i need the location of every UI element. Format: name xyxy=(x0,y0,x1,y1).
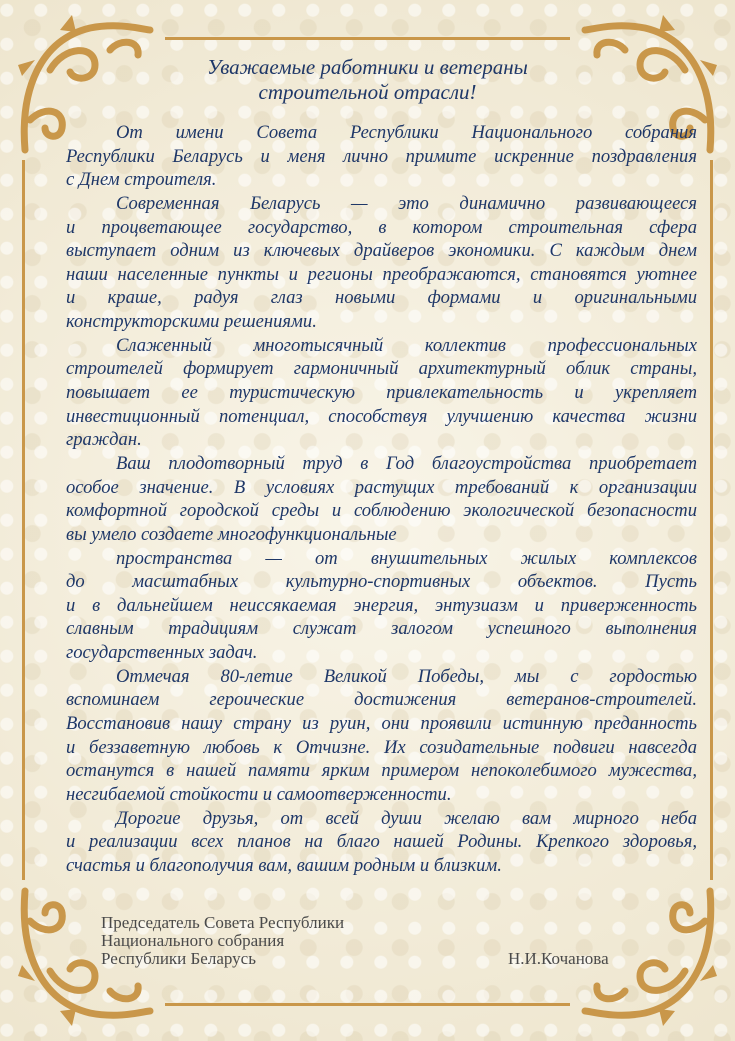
paragraph-line: Слаженный многотысячный коллектив профессиональных xyxy=(116,334,697,356)
paragraph-line: повышает ее туристическую привлекательность и укрепляет xyxy=(66,382,697,404)
letter-title xyxy=(0,55,735,105)
paragraph-line: Ваш плодотворный труд в Год благоустройства приобретает xyxy=(116,452,697,474)
paragraph-line: вы умело создаете многофункциональные xyxy=(66,523,397,545)
paragraph-line: Республики Беларусь и меня лично примите искренние поздравления xyxy=(66,145,697,167)
signature-line: Республики Беларусь xyxy=(101,949,256,968)
paragraph-line: особое значение. В условиях растущих требований к организации xyxy=(66,476,697,498)
paragraph xyxy=(66,547,697,665)
paragraph-line: и процветающее государство, в котором строительная сфера xyxy=(66,216,697,238)
paragraph-line: несгибаемой стойкости и самоотверженности. xyxy=(66,783,452,805)
paragraph-line: вспоминаем героические достижения ветеранов-строителей. xyxy=(66,689,697,711)
signature-line: Национального собрания xyxy=(101,931,285,950)
paragraph xyxy=(66,192,697,334)
frame-top-line xyxy=(165,37,570,40)
paragraph-line: до масштабных культурно-спортивных объектов. Пусть xyxy=(66,571,697,593)
signatory-name: Н.И.Кочанова xyxy=(508,949,609,968)
frame-right-line xyxy=(710,160,713,880)
paragraph-line: пространства — от внушительных жилых комплексов xyxy=(116,547,697,569)
paragraph-line: строителей формирует гармоничный архитектурный облик страны, xyxy=(66,358,697,380)
paragraph-line: Дорогие друзья, от всей души желаю вам мирного неба xyxy=(116,807,697,829)
paragraph-line: и реализации всех планов на благо нашей Родины. Крепкого здоровья, xyxy=(66,831,697,853)
paragraph xyxy=(66,334,697,452)
paragraph xyxy=(66,665,697,807)
paragraph-line: граждан. xyxy=(66,429,142,451)
paragraph-line: с Днем строителя. xyxy=(66,169,217,191)
paragraph-line: и беззаветную любовь к Отчизне. Их созидательные подвиги навсегда xyxy=(66,736,697,758)
paragraph-line: конструкторскими решениями. xyxy=(66,311,317,333)
paragraph-line: и краше, радуя глаз новыми формами и оригинальными xyxy=(66,287,697,309)
paragraph-line: комфортной городской среды и соблюдению экологической безопасности xyxy=(66,500,697,522)
frame-bottom-line xyxy=(165,1003,570,1006)
paragraph-line: Восстановив нашу страну из руин, они проявили истинную преданность xyxy=(66,713,697,735)
paragraph-line: счастья и благополучия вам, вашим родным и близким. xyxy=(66,854,502,876)
paragraph xyxy=(66,121,697,192)
paragraph xyxy=(66,807,697,878)
paragraph-line: От имени Совета Республики Национального собрания xyxy=(116,122,697,143)
title-line: Уважаемые работники и ветераны xyxy=(207,55,528,79)
letter-body xyxy=(66,121,697,878)
paragraph-line: инвестиционный потенциал, способствуя улучшению качества жизни xyxy=(66,405,697,427)
paragraph-line: Отмечая 80-летие Великой Победы, мы с гордостью xyxy=(116,665,697,687)
frame-left-line xyxy=(22,160,25,880)
signature-line: Председатель Совета Республики xyxy=(101,913,345,932)
paragraph-line: славным традициям служат залогом успешного выполнения xyxy=(66,618,697,640)
signature-position xyxy=(101,914,344,968)
paragraph xyxy=(66,452,697,547)
title-line: строительной отрасли! xyxy=(258,80,477,104)
paragraph-line: и в дальнейшем неиссякаемая энергия, энтузиазм и приверженность xyxy=(66,594,697,616)
paragraph-line: выступает одним из ключевых драйверов экономики. С каждым днем xyxy=(66,240,697,262)
paragraph-line: Современная Беларусь — это динамично развивающееся xyxy=(116,192,697,214)
paragraph-line: наши населенные пункты и регионы преображаются, становятся уютнее xyxy=(66,263,697,285)
paragraph-line: государственных задач. xyxy=(66,642,258,664)
paragraph-line: останутся в нашей памяти ярким примером непоколебимого мужества, xyxy=(66,760,697,782)
